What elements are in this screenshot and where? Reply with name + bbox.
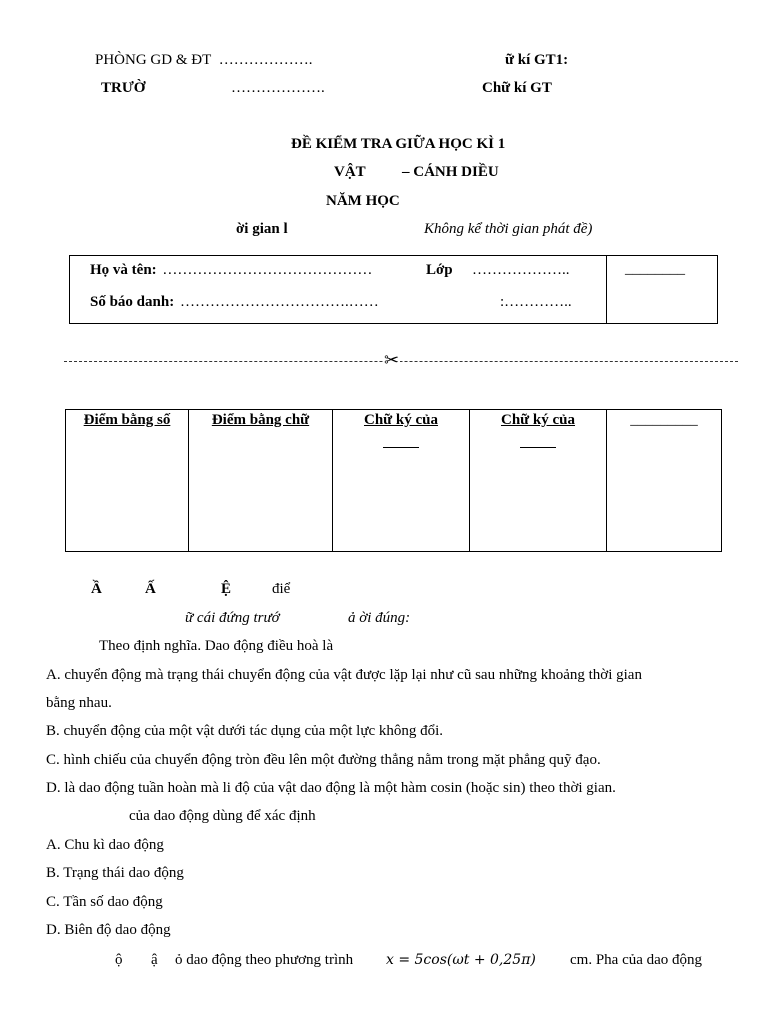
- score-number-header: Điểm bằng số: [83, 412, 171, 428]
- signature-2-cell: [470, 410, 607, 552]
- signature-1-line: [383, 447, 419, 448]
- score-number-cell: [66, 410, 189, 552]
- class-dots: ………………..: [472, 262, 570, 278]
- score-table: [65, 409, 722, 552]
- q3-part-3: ỏ dao động theo phương trình: [175, 952, 354, 968]
- section-instruction-end: ả ời đúng:: [348, 610, 411, 626]
- score-words-header: Điểm bằng chữ: [211, 412, 310, 428]
- name-label: Họ và tên:: [90, 262, 157, 278]
- section-heading-3: Ệ: [221, 581, 232, 597]
- signature-1-header: Chữ ký của: [363, 412, 439, 428]
- school-dots: ……………….: [231, 80, 325, 96]
- signature-2-line: [520, 447, 556, 448]
- student-info-box: [69, 255, 718, 324]
- score-words-cell: [189, 410, 333, 552]
- section-heading-1: Ầ: [91, 581, 102, 597]
- exam-subject: VẬT: [334, 164, 366, 180]
- exam-year: NĂM HỌC: [326, 193, 400, 209]
- q2-option-c: C. Tần số dao động: [46, 894, 163, 910]
- section-heading-2: Ấ: [145, 581, 156, 597]
- exam-time-note: Không kể thời gian phát đề): [424, 221, 593, 237]
- school-name: TRƯỜ: [101, 80, 146, 96]
- q3-part-2: ậ: [151, 952, 158, 968]
- q1-option-a: A. chuyển động mà trạng thái chuyển động của vật được lặp lại như cũ sau những khoảng thời gian: [46, 667, 642, 683]
- q1-option-a-cont: bằng nhau.: [46, 695, 112, 711]
- name-row: [90, 262, 372, 279]
- q1-stem: Theo định nghĩa. Dao động điều hoà là: [99, 638, 334, 654]
- box-divider: [606, 256, 607, 323]
- examiner-signature-2: Chữ kí GT: [482, 80, 552, 96]
- signature-2-header: Chữ ký của: [500, 412, 576, 428]
- cut-line: [64, 361, 738, 362]
- last-cell-line: _________: [630, 412, 698, 428]
- scissors-icon: ✂: [384, 350, 400, 370]
- exam-book: – CÁNH DIỀU: [402, 164, 499, 180]
- section-instruction: ữ cái đứng trướ: [185, 610, 280, 626]
- sbd-row: [90, 294, 379, 311]
- box-right-line: ________: [625, 261, 685, 277]
- last-cell: [607, 410, 722, 552]
- name-dots: ……………………………………: [162, 262, 373, 278]
- signature-1-cell: [333, 410, 470, 552]
- dept-label: [95, 52, 312, 69]
- q3-part-1: ộ: [115, 952, 123, 968]
- q2-stem: của dao động dùng để xác định: [129, 808, 316, 824]
- examiner-signature-1: ữ kí GT1:: [505, 52, 569, 68]
- sbd-label: Số báo danh:: [90, 294, 175, 310]
- school-label: [101, 80, 145, 97]
- q3-formula: x = 5cos(ωt + 0,25π): [386, 952, 536, 968]
- section-heading-4: điể: [272, 581, 291, 597]
- exam-time: ời gian l: [236, 221, 288, 237]
- class-label: Lớp: [426, 262, 453, 278]
- q2-option-a: A. Chu kì dao động: [46, 837, 164, 853]
- sbd-dots: …………………………….……: [179, 294, 379, 310]
- q2-option-d: D. Biên độ dao động: [46, 922, 171, 938]
- room-dots: :…………..: [500, 294, 572, 310]
- q1-option-c: C. hình chiếu của chuyển động tròn đều lên một đường thẳng nằm trong mặt phẳng quỹ đạo.: [46, 752, 601, 768]
- q3-part-4: cm. Pha của dao động: [570, 952, 703, 968]
- q1-option-b: B. chuyển động của một vật dưới tác dụng của một lực không đổi.: [46, 723, 444, 739]
- q2-option-b: B. Trạng thái dao động: [46, 865, 184, 881]
- dept-dots: ……………….: [218, 52, 313, 68]
- dept-name: PHÒNG GD & ĐT: [95, 52, 211, 68]
- exam-title: ĐỀ KIỂM TRA GIỮA HỌC KÌ 1: [291, 136, 506, 152]
- q1-option-d: D. là dao động tuần hoàn mà li độ của vật dao động là một hàm cosin (hoặc sin) theo thời gian.: [46, 780, 616, 796]
